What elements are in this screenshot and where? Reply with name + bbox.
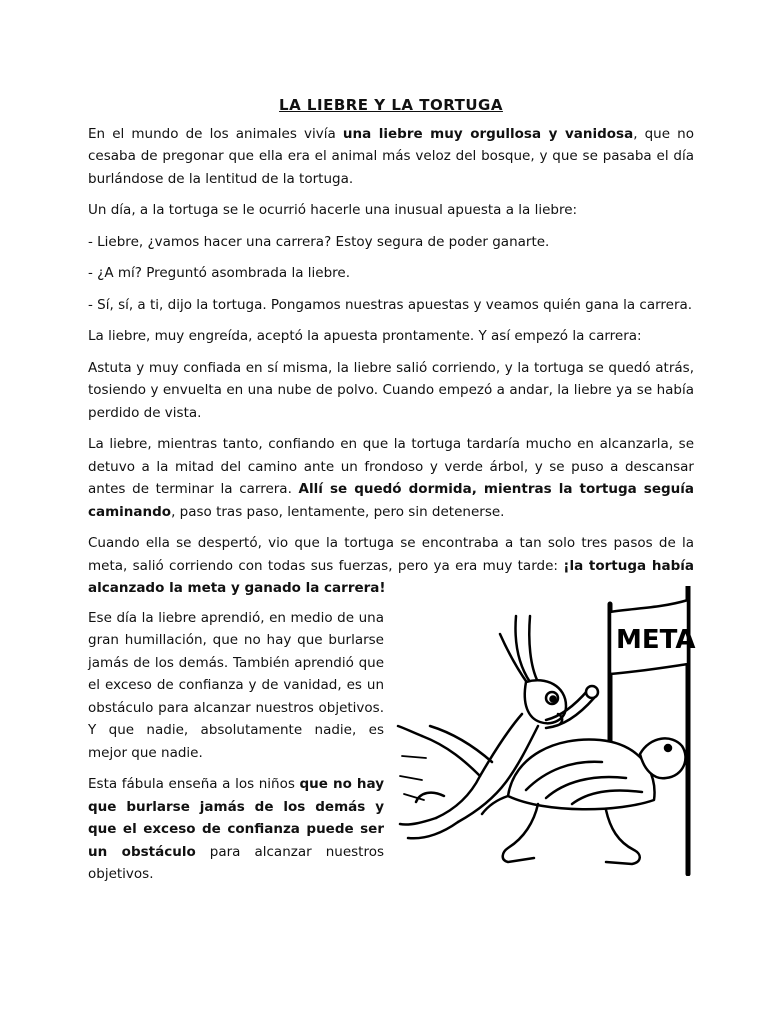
dialogue-line-3: - Sí, sí, a ti, dijo la tortuga. Pongamos nuestras apuestas y veamos quién gana la carrera. bbox=[88, 296, 693, 313]
bold-phrase: Allí se quedó dormida, mientras la tortuga seguía caminando bbox=[88, 481, 694, 520]
paragraph-11: Esta fábula enseña a los niños que no hay que burlarse jamás de los demás y que el exceso de confianza puede ser un obstáculo para alcanzar nuestros objetivos. bbox=[88, 776, 384, 882]
paragraph-7: Astuta y muy confiada en sí misma, la liebre salió corriendo, y la tortuga se quedó atrás, tosiendo y envuelta en una nube de polvo. Cuando empezó a andar, la liebre ya se había perdido de vista. bbox=[88, 359, 694, 421]
paragraph-8: La liebre, mientras tanto, confiando en que la tortuga tardaría mucho en alcanzarla, se detuvo a la mitad del camino ante un frondoso y verde árbol, y se puso a descansar antes de terminar la carrera. Allí se quedó dormida, mientras la tortuga seguía caminando, paso tras paso, lentamente, pero sin detenerse. bbox=[88, 436, 694, 520]
dialogue-line-2: - ¿A mí? Preguntó asombrada la liebre. bbox=[88, 265, 350, 281]
paragraph-1: En el mundo de los animales vivía una liebre muy orgullosa y vanidosa, que no cesaba de pregonar que ella era el animal más veloz del bosque, y que se pasaba el día burlándose de la lentitud de la tortuga. bbox=[88, 125, 694, 187]
paragraph-2: Un día, a la tortuga se le ocurrió hacerle una inusual apuesta a la liebre: bbox=[88, 202, 578, 218]
bold-phrase: que no hay que burlarse jamás de los demás y que el exceso de confianza puede ser un obstáculo bbox=[88, 776, 384, 860]
paragraph-9: Cuando ella se despertó, vio que la tortuga se encontraba a tan solo tres pasos de la meta, salió corriendo con todas sus fuerzas, pero ya era muy tarde: ¡la tortuga había alcanzado la meta y ganado la carrera! bbox=[88, 535, 695, 596]
left-column bbox=[88, 607, 384, 886]
meta-banner bbox=[610, 600, 695, 674]
paragraph-6: La liebre, muy engreída, aceptó la apuesta prontamente. Y así empezó la carrera: bbox=[88, 328, 642, 344]
meta-sign-text: META bbox=[616, 625, 696, 655]
dialogue-line-1: - Liebre, ¿vamos hacer una carrera? Estoy segura de poder ganarte. bbox=[88, 233, 550, 250]
hare-tortoise-illustration bbox=[396, 586, 696, 876]
tortoise-figure bbox=[482, 738, 685, 864]
paragraph-10: Ese día la liebre aprendió, en medio de una gran humillación, que no hay que burlarse jamás de los demás. También aprendió que el exceso de confianza y de vanidad, es un obstáculo para alcanzar nuestros objetivos. Y que nadie, absolutamente nadie, es mejor que nadie. bbox=[88, 609, 384, 761]
document-title: LA LIEBRE Y LA TORTUGA bbox=[279, 96, 503, 114]
bold-phrase: ¡la tortuga había alcanzado la meta y ganado la carrera! bbox=[88, 557, 695, 596]
bold-phrase: una liebre muy orgullosa y vanidosa bbox=[342, 125, 634, 142]
